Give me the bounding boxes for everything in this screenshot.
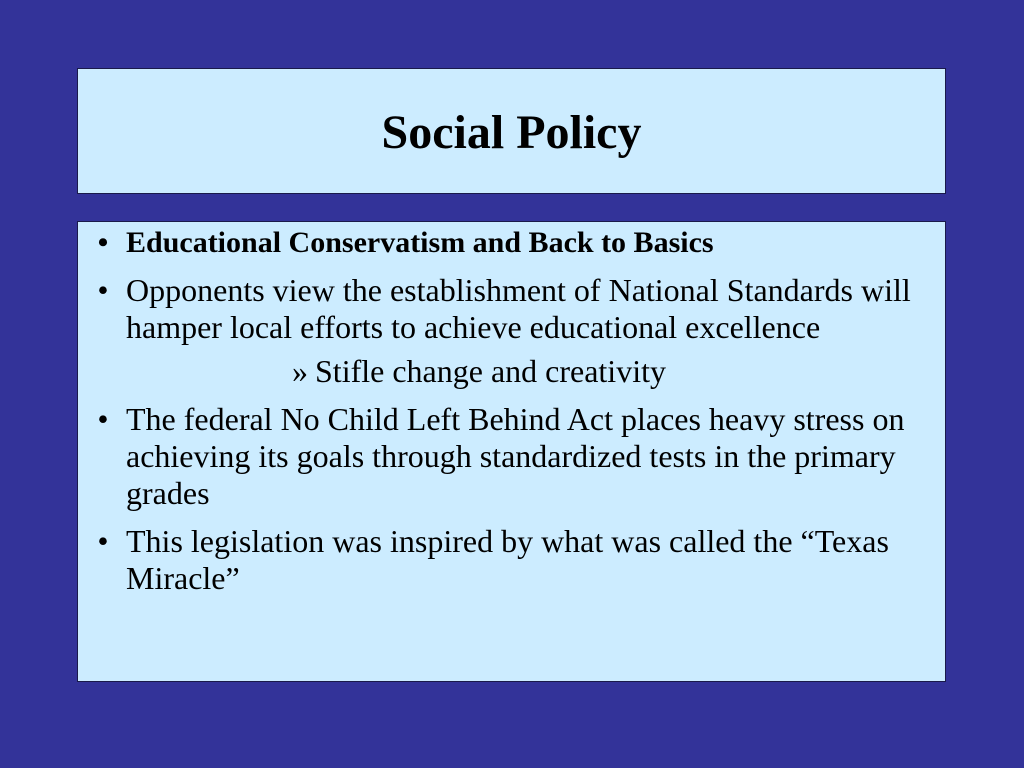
bullet-marker: • bbox=[97, 523, 109, 559]
slide-title: Social Policy bbox=[381, 106, 642, 159]
bullet-item bbox=[78, 401, 945, 512]
bullet-list bbox=[78, 224, 945, 608]
content-panel bbox=[77, 221, 946, 682]
sub-bullet-item bbox=[78, 353, 945, 390]
bullet-marker: • bbox=[97, 226, 109, 259]
bullet-marker: • bbox=[97, 401, 109, 437]
bullet-text: The federal No Child Left Behind Act places heavy stress on achieving its goals through standardized tests in the primary grades bbox=[126, 401, 905, 511]
bullet-item bbox=[78, 224, 945, 261]
bullet-text: This legislation was inspired by what was called the “Texas Miracle” bbox=[126, 523, 889, 596]
sub-bullet-marker: » bbox=[292, 353, 308, 389]
bullet-text: Educational Conservatism and Back to Basics bbox=[126, 226, 714, 259]
bullet-text: Opponents view the establishment of National Standards will hamper local efforts to achieve educational excellence bbox=[126, 272, 911, 345]
bullet-item bbox=[78, 523, 945, 597]
sub-bullet-text: Stifle change and creativity bbox=[315, 353, 666, 389]
bullet-item bbox=[78, 272, 945, 346]
title-panel bbox=[77, 68, 946, 194]
bullet-marker: • bbox=[97, 272, 109, 308]
